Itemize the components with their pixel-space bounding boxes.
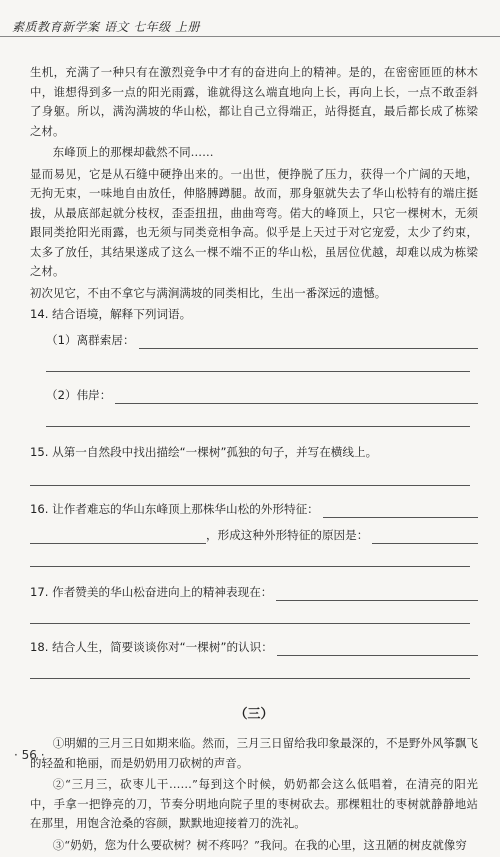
question-15: 15. 从第一自然段中找出描绘“一棵树”孤独的句子，并写在横线上。 bbox=[30, 445, 378, 459]
section-title: （三） bbox=[234, 707, 274, 722]
question-14: 14. 结合语境，解释下列词语。 bbox=[30, 307, 192, 321]
passage-paragraph: 显而易见，它是从石缝中硬挣出来的。一出世，便挣脱了压力，获得一个广阔的天地，无拘无束，一味地自由放任，伸胳膊蹲腿。故而，那身躯就失去了华山松特有的端庄挺拔，从最底部起就分枝杈，歪歪扭扭，曲曲弯弯。偌大的峰顶上，只它一棵树木，无须跟同类抢阳光雨露，也无须与同类竞相争高。似乎是上天过于对它宠爱，太少了约束，太多了放任，其结果遂成了这么一棵不端不正的华山松，虽居位优越，却难以成为栋梁之材。 bbox=[30, 166, 478, 278]
page-header bbox=[0, 0, 500, 37]
answer-line[interactable] bbox=[115, 390, 478, 404]
question-16b: ，形成这种外形特征的原因是： bbox=[206, 528, 369, 542]
answer-line[interactable] bbox=[276, 587, 478, 601]
question-18: 18. 结合人生，简要谈谈你对“一棵树”的认识： bbox=[30, 640, 273, 654]
passage-paragraph: 东峰顶上的那棵却截然不同…… bbox=[52, 145, 214, 159]
question-16b-row bbox=[30, 526, 478, 544]
question-16-row bbox=[30, 500, 478, 518]
question-14-2-row bbox=[30, 386, 478, 404]
section-paragraph: ①明媚的三月三日如期来临。然而，三月三日留给我印象最深的，不是野外风筝飘飞的轻盈和艳丽，而是奶奶用刀砍树的声音。 bbox=[30, 736, 478, 770]
passage-paragraph: 生机，充满了一种只有在激烈竞争中才有的奋进向上的精神。是的，在密密匝匝的林木中，谁想得到多一点的阳光雨露，谁就得这么端直地向上长，再向上长，一点不敢歪斜了身躯。所以，满沟满坡的华山松，都让自己立得端正，站得挺直，最后都长成了栋梁之材。 bbox=[30, 65, 478, 138]
answer-line[interactable] bbox=[46, 404, 470, 427]
question-14-1-row bbox=[30, 331, 478, 349]
question-17-row bbox=[30, 583, 478, 601]
page-number: · 56 · bbox=[14, 748, 45, 762]
answer-line[interactable] bbox=[139, 335, 478, 349]
question-14-2: （2）伟岸： bbox=[46, 388, 112, 402]
page-content bbox=[30, 63, 478, 857]
answer-line[interactable] bbox=[323, 504, 478, 518]
question-16: 16. 让作者难忘的华山东峰顶上那株华山松的外形特征： bbox=[30, 502, 319, 516]
header-title: 素质教育新学案 语文 七年级 上册 bbox=[12, 20, 200, 34]
answer-line[interactable] bbox=[30, 530, 206, 544]
answer-line[interactable] bbox=[277, 642, 478, 656]
question-17: 17. 作者赞美的华山松奋进向上的精神表现在： bbox=[30, 585, 273, 599]
answer-line[interactable] bbox=[372, 530, 478, 544]
answer-line[interactable] bbox=[30, 601, 470, 624]
answer-line[interactable] bbox=[30, 656, 470, 679]
section-paragraph: ②“三月三，砍枣儿干……”每到这个时候，奶奶都会这么低唱着，在清亮的阳光中，手拿一把铮亮的刀，节奏分明地向院子里的枣树砍去。那棵粗壮的枣树就静静地站在那里，用饱含沧桑的容颜，默默地迎接着刀的洗礼。 bbox=[30, 777, 478, 830]
section-paragraph: ③“奶奶，您为什么要砍树？树不疼吗？”我问。在我的心里，这丑陋的树皮就像穷 bbox=[52, 837, 467, 852]
answer-line[interactable] bbox=[30, 461, 470, 486]
answer-line[interactable] bbox=[46, 349, 470, 372]
passage-paragraph: 初次见它，不由不拿它与满涧满坡的同类相比，生出一番深远的遗憾。 bbox=[30, 285, 387, 300]
question-14-1: （1）离群索居： bbox=[46, 333, 135, 347]
answer-line[interactable] bbox=[30, 544, 470, 567]
question-18-row bbox=[30, 638, 478, 656]
